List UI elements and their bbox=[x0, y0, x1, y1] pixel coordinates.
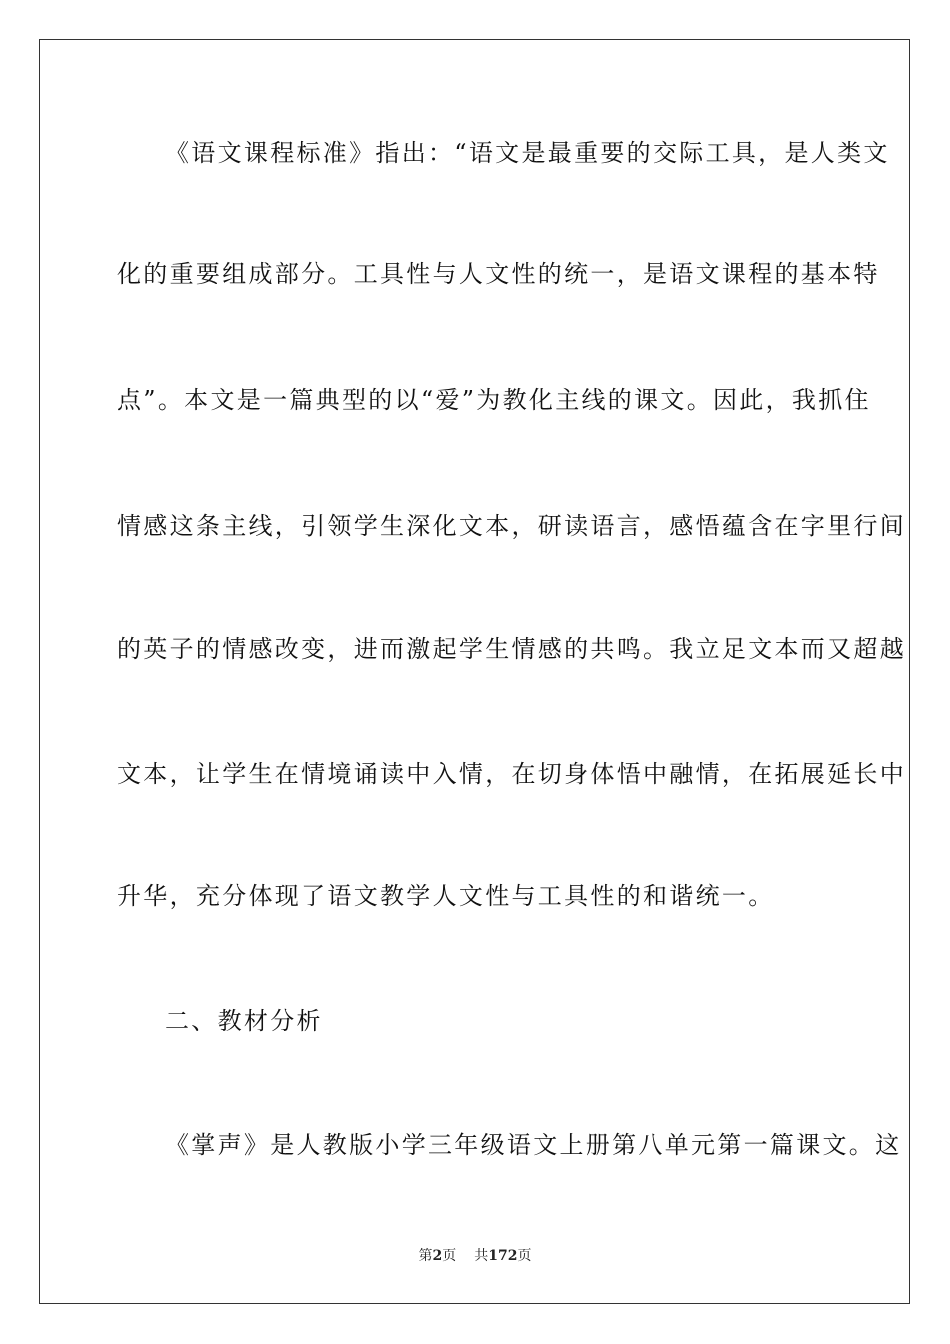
paragraph-line-3: 点”。本文是一篇典型的以“爱”为教化主线的课文。因此，我抓住 bbox=[117, 386, 871, 414]
section-paragraph-line: 《掌声》是人教版小学三年级语文上册第八单元第一篇课文。这 bbox=[165, 1131, 902, 1159]
paragraph-line-2: 化的重要组成部分。工具性与人文性的统一，是语文课程的基本特 bbox=[117, 260, 880, 288]
page-footer bbox=[0, 1247, 950, 1265]
footer-total-suffix: 页 bbox=[517, 1248, 532, 1264]
page-border bbox=[39, 39, 910, 1304]
footer-total-pages: 172 bbox=[488, 1248, 518, 1264]
paragraph-line-5: 的英子的情感改变，进而激起学生情感的共鸣。我立足文本而又超越 bbox=[117, 635, 906, 663]
paragraph-line-6: 文本，让学生在情境诵读中入情，在切身体悟中融情，在拓展延长中 bbox=[117, 760, 906, 788]
footer-page-prefix: 第 bbox=[418, 1248, 433, 1264]
footer-page-suffix: 页 bbox=[442, 1248, 457, 1264]
footer-page-number: 2 bbox=[432, 1248, 443, 1264]
paragraph-line-1: 《语文课程标准》指出：“语文是最重要的交际工具，是人类文 bbox=[165, 139, 890, 167]
paragraph-line-7: 升华，充分体现了语文教学人文性与工具性的和谐统一。 bbox=[117, 882, 775, 910]
section-heading: 二、教材分析 bbox=[165, 1007, 323, 1035]
footer-total-prefix: 共 bbox=[474, 1248, 489, 1264]
paragraph-line-4: 情感这条主线，引领学生深化文本，研读语言，感悟蕴含在字里行间 bbox=[117, 512, 906, 540]
